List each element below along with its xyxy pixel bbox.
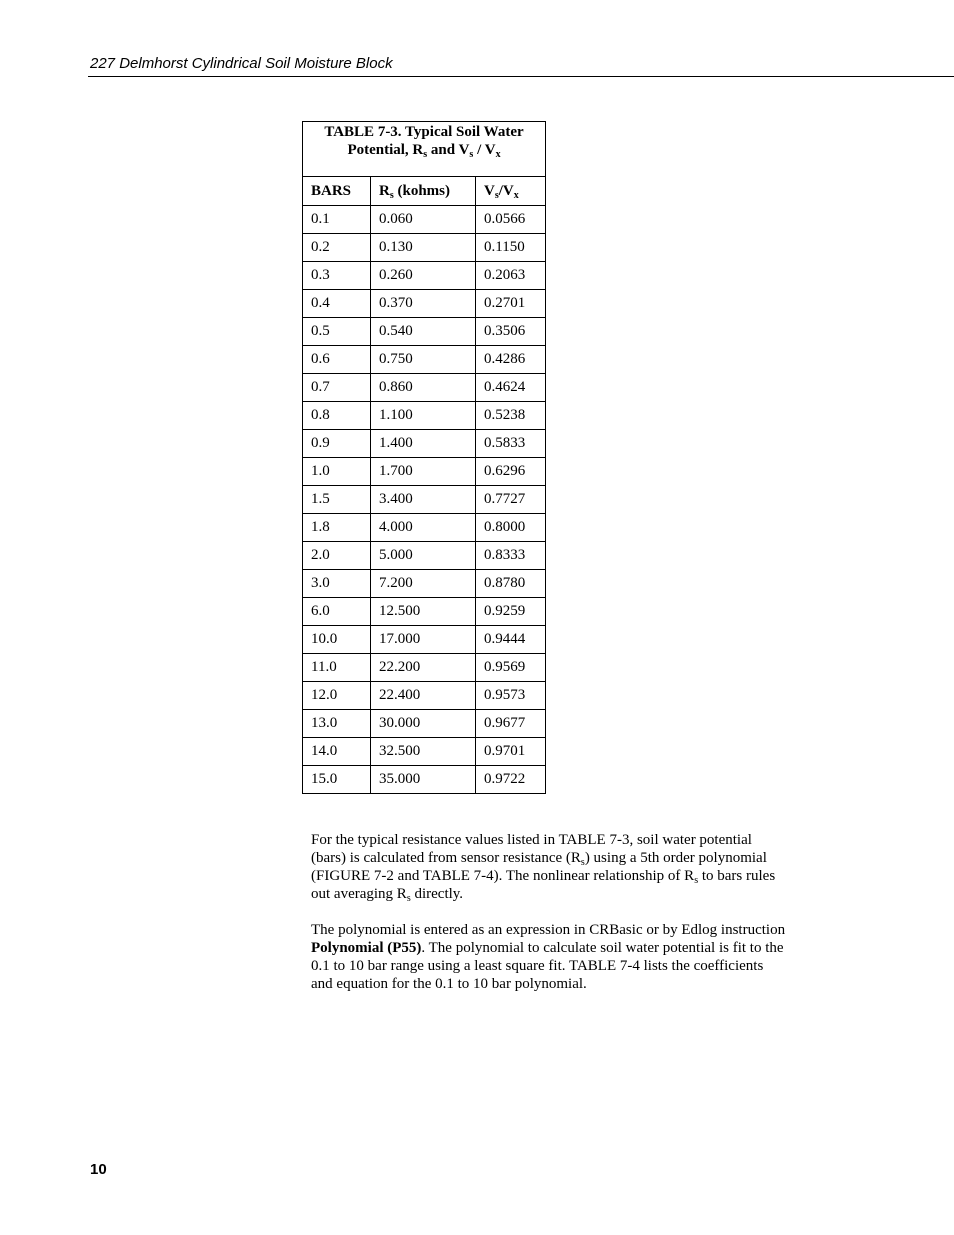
paragraph-2-line: 0.1 to 10 bar range using a least square fit. TABLE 7-4 lists the coefficients — [311, 958, 764, 974]
paragraph-2-line: Polynomial (P55). The polynomial to calculate soil water potential is fit to the — [311, 940, 784, 956]
cell-bars: 2.0 — [303, 542, 371, 570]
cell-vs-vx: 0.4286 — [476, 346, 546, 374]
cell-bars: 0.8 — [303, 402, 371, 430]
paragraph-2 — [311, 921, 811, 993]
cell-rs: 0.370 — [371, 290, 476, 318]
paragraph-1-line: (FIGURE 7-2 and TABLE 7-4). The nonlinear relationship of $R_s$ to bars rules — [311, 868, 776, 886]
cell-vs-vx: 0.9701 — [476, 738, 546, 766]
cell-vs-vx: 0.9677 — [476, 710, 546, 738]
cell-vs-vx: 0.6296 — [476, 458, 546, 486]
cell-rs: 22.400 — [371, 682, 476, 710]
table-row — [303, 234, 546, 262]
table-row — [303, 206, 546, 234]
cell-rs: 3.400 — [371, 486, 476, 514]
table-caption-line-1: TABLE 7-3. Typical Soil Water — [324, 124, 524, 140]
cell-rs: 22.200 — [371, 654, 476, 682]
paragraph-1-line: (bars) is calculated from sensor resistance $(R_s)$ using a 5th order polynomial — [311, 850, 767, 868]
table-row — [303, 486, 546, 514]
cell-rs: 30.000 — [371, 710, 476, 738]
soil-water-potential-table — [302, 121, 546, 794]
cell-rs: 1.400 — [371, 430, 476, 458]
header-rule — [88, 76, 954, 77]
cell-vs-vx: 0.5238 — [476, 402, 546, 430]
table-row — [303, 626, 546, 654]
table-row — [303, 374, 546, 402]
paragraph-2-line: and equation for the 0.1 to 10 bar polynomial. — [311, 976, 587, 992]
cell-rs: 0.130 — [371, 234, 476, 262]
cell-bars: 1.0 — [303, 458, 371, 486]
table-row — [303, 402, 546, 430]
cell-bars: 3.0 — [303, 570, 371, 598]
paragraph-2-line: The polynomial is entered as an expression in CRBasic or by Edlog instruction — [311, 922, 786, 938]
paragraph-1-line: out averaging $R_s$ directly. — [311, 886, 464, 904]
cell-bars: 0.1 — [303, 206, 371, 234]
cell-bars: 15.0 — [303, 766, 371, 794]
table-row — [303, 654, 546, 682]
cell-bars: 0.2 — [303, 234, 371, 262]
cell-bars: 0.3 — [303, 262, 371, 290]
cell-rs: 5.000 — [371, 542, 476, 570]
cell-bars: 6.0 — [303, 598, 371, 626]
table-header-row — [303, 177, 546, 206]
cell-vs-vx: 0.9573 — [476, 682, 546, 710]
instruction-name: Polynomial (P55) — [311, 940, 422, 956]
table-row — [303, 430, 546, 458]
table-row — [303, 318, 546, 346]
cell-rs: 35.000 — [371, 766, 476, 794]
column-header-vs-vx: $V_s/V_x$ — [476, 177, 546, 206]
cell-vs-vx: 0.4624 — [476, 374, 546, 402]
cell-vs-vx: 0.9444 — [476, 626, 546, 654]
table-row — [303, 598, 546, 626]
cell-rs: 12.500 — [371, 598, 476, 626]
table-row — [303, 262, 546, 290]
column-header-bars: BARS — [303, 177, 371, 206]
cell-bars: 13.0 — [303, 710, 371, 738]
cell-vs-vx: 0.5833 — [476, 430, 546, 458]
table-row — [303, 738, 546, 766]
table-row — [303, 570, 546, 598]
table-row — [303, 710, 546, 738]
cell-rs: 4.000 — [371, 514, 476, 542]
cell-vs-vx: 0.2701 — [476, 290, 546, 318]
cell-bars: 10.0 — [303, 626, 371, 654]
cell-vs-vx: 0.2063 — [476, 262, 546, 290]
cell-bars: 11.0 — [303, 654, 371, 682]
cell-bars: 12.0 — [303, 682, 371, 710]
cell-vs-vx: 0.8780 — [476, 570, 546, 598]
table-row — [303, 290, 546, 318]
cell-bars: 14.0 — [303, 738, 371, 766]
cell-bars: 0.4 — [303, 290, 371, 318]
cell-rs: 1.100 — [371, 402, 476, 430]
page-number: 10 — [90, 1161, 107, 1178]
cell-bars: 1.8 — [303, 514, 371, 542]
cell-vs-vx: 0.8333 — [476, 542, 546, 570]
running-header-title: 227 Delmhorst Cylindrical Soil Moisture Block — [90, 55, 393, 72]
cell-bars: 0.9 — [303, 430, 371, 458]
table-body — [303, 206, 546, 794]
cell-rs: 1.700 — [371, 458, 476, 486]
paragraph-1-line: For the typical resistance values listed in TABLE 7-3, soil water potential — [311, 832, 752, 848]
cell-vs-vx: 0.9259 — [476, 598, 546, 626]
cell-bars: 0.5 — [303, 318, 371, 346]
table-row — [303, 682, 546, 710]
table-row — [303, 346, 546, 374]
cell-rs: 0.860 — [371, 374, 476, 402]
cell-vs-vx: 0.0566 — [476, 206, 546, 234]
cell-bars: 0.6 — [303, 346, 371, 374]
table-row — [303, 542, 546, 570]
cell-vs-vx: 0.9722 — [476, 766, 546, 794]
cell-vs-vx: 0.8000 — [476, 514, 546, 542]
cell-rs: 0.540 — [371, 318, 476, 346]
column-header-rs: $R_s$ (kohms) — [371, 177, 476, 206]
cell-bars: 1.5 — [303, 486, 371, 514]
cell-rs: 0.750 — [371, 346, 476, 374]
cell-vs-vx: 0.7727 — [476, 486, 546, 514]
cell-rs: 32.500 — [371, 738, 476, 766]
table-caption-line-2: Potential, $R_s$ and $V_s / V_x$ — [347, 142, 501, 160]
cell-vs-vx: 0.3506 — [476, 318, 546, 346]
table-caption-row — [303, 122, 546, 177]
cell-rs: 0.060 — [371, 206, 476, 234]
paragraph-1 — [311, 831, 811, 903]
table-caption — [303, 122, 546, 177]
table-row — [303, 514, 546, 542]
cell-vs-vx: 0.9569 — [476, 654, 546, 682]
cell-rs: 17.000 — [371, 626, 476, 654]
cell-rs: 7.200 — [371, 570, 476, 598]
cell-bars: 0.7 — [303, 374, 371, 402]
cell-vs-vx: 0.1150 — [476, 234, 546, 262]
table-row — [303, 766, 546, 794]
cell-rs: 0.260 — [371, 262, 476, 290]
table-row — [303, 458, 546, 486]
